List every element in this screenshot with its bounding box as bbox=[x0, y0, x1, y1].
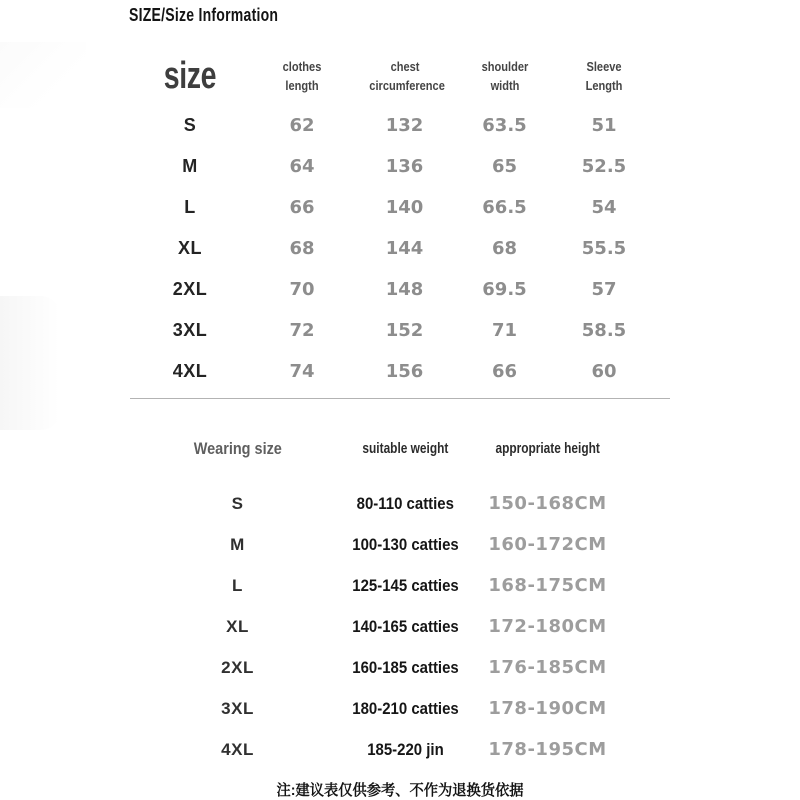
value-cell: 132 bbox=[385, 115, 424, 136]
value-cell: 68 bbox=[491, 238, 518, 259]
size-row-label: 4XL bbox=[221, 739, 254, 759]
value-cell: 140 bbox=[385, 197, 424, 218]
column-header-chest-circumference: chest circumference bbox=[368, 58, 445, 93]
value-cell: 62 bbox=[289, 115, 315, 136]
weight-cell: 185-220 jin bbox=[366, 739, 444, 759]
column-header-shoulder-width: shoulder width bbox=[481, 58, 528, 93]
size-row-label: L bbox=[232, 575, 243, 595]
value-cell: 54 bbox=[591, 197, 617, 218]
size-table-corner bbox=[130, 48, 250, 105]
value-cell: 148 bbox=[385, 279, 424, 300]
weight-cell: 125-145 catties bbox=[351, 575, 459, 595]
value-cell: 74 bbox=[289, 361, 315, 382]
size-row-label: S bbox=[231, 493, 244, 513]
size-row-label: S bbox=[183, 115, 197, 135]
weight-cell: 100-130 catties bbox=[351, 534, 459, 554]
size-row-label: M bbox=[182, 156, 198, 176]
size-row-label: 2XL bbox=[221, 657, 254, 677]
fit-table-header bbox=[130, 428, 630, 470]
value-cell: 63.5 bbox=[482, 115, 527, 136]
height-cell: 168-175CM bbox=[488, 575, 607, 596]
value-cell: 136 bbox=[385, 156, 424, 177]
value-cell: 156 bbox=[385, 361, 424, 382]
height-cell: 176-185CM bbox=[488, 657, 607, 678]
value-cell: 64 bbox=[289, 156, 315, 177]
value-cell: 70 bbox=[289, 279, 315, 300]
size-row-label: XL bbox=[177, 238, 202, 258]
height-cell: 178-190CM bbox=[488, 698, 607, 719]
value-cell: 152 bbox=[385, 320, 424, 341]
value-cell: 51 bbox=[591, 115, 617, 136]
value-cell: 66 bbox=[491, 361, 518, 382]
background-smudge-left bbox=[0, 296, 74, 430]
weight-cell: 140-165 catties bbox=[351, 616, 459, 636]
height-cell: 178-195CM bbox=[488, 739, 607, 760]
value-cell: 66.5 bbox=[482, 197, 527, 218]
height-cell: 172-180CM bbox=[488, 616, 607, 637]
value-cell: 55.5 bbox=[581, 238, 627, 259]
value-cell: 72 bbox=[289, 320, 315, 341]
column-header-sleeve-length: Sleeve Length bbox=[585, 58, 623, 93]
value-cell: 66 bbox=[289, 197, 315, 218]
size-row-label: XL bbox=[226, 616, 249, 636]
value-cell: 57 bbox=[591, 279, 617, 300]
table-divider-line bbox=[130, 398, 670, 399]
height-cell: 150-168CM bbox=[488, 493, 607, 514]
value-cell: 71 bbox=[491, 320, 518, 341]
size-measurements-table bbox=[130, 48, 654, 392]
value-cell: 58.5 bbox=[581, 320, 627, 341]
page-title: SIZE/Size Information bbox=[129, 5, 279, 25]
value-cell: 69.5 bbox=[482, 279, 527, 300]
column-header-suitable-weight: suitable weight bbox=[362, 441, 448, 457]
size-row-label: 3XL bbox=[172, 320, 208, 340]
value-cell: 60 bbox=[591, 361, 617, 382]
column-header-clothes-length: clothes length bbox=[282, 58, 322, 93]
fit-table bbox=[130, 483, 630, 770]
column-header-wearing-size: Wearing size bbox=[193, 439, 282, 458]
weight-cell: 160-185 catties bbox=[351, 657, 459, 677]
size-row-label: 4XL bbox=[172, 361, 208, 381]
disclaimer-note: 注:建议表仅供参考、不作为退换货依据 bbox=[276, 782, 524, 799]
weight-cell: 180-210 catties bbox=[351, 698, 459, 718]
value-cell: 65 bbox=[491, 156, 518, 177]
value-cell: 144 bbox=[385, 238, 424, 259]
column-header-appropriate-height: appropriate height bbox=[495, 441, 600, 457]
background-smudge-top bbox=[0, 42, 86, 108]
weight-cell: 80-110 catties bbox=[356, 493, 454, 513]
size-row-label: M bbox=[230, 534, 245, 554]
size-corner-label: size bbox=[163, 55, 217, 97]
height-cell: 160-172CM bbox=[488, 534, 607, 555]
size-row-label: 3XL bbox=[221, 698, 254, 718]
size-row-label: L bbox=[184, 197, 196, 217]
value-cell: 68 bbox=[289, 238, 315, 259]
size-row-label: 2XL bbox=[172, 279, 208, 299]
value-cell: 52.5 bbox=[581, 156, 627, 177]
